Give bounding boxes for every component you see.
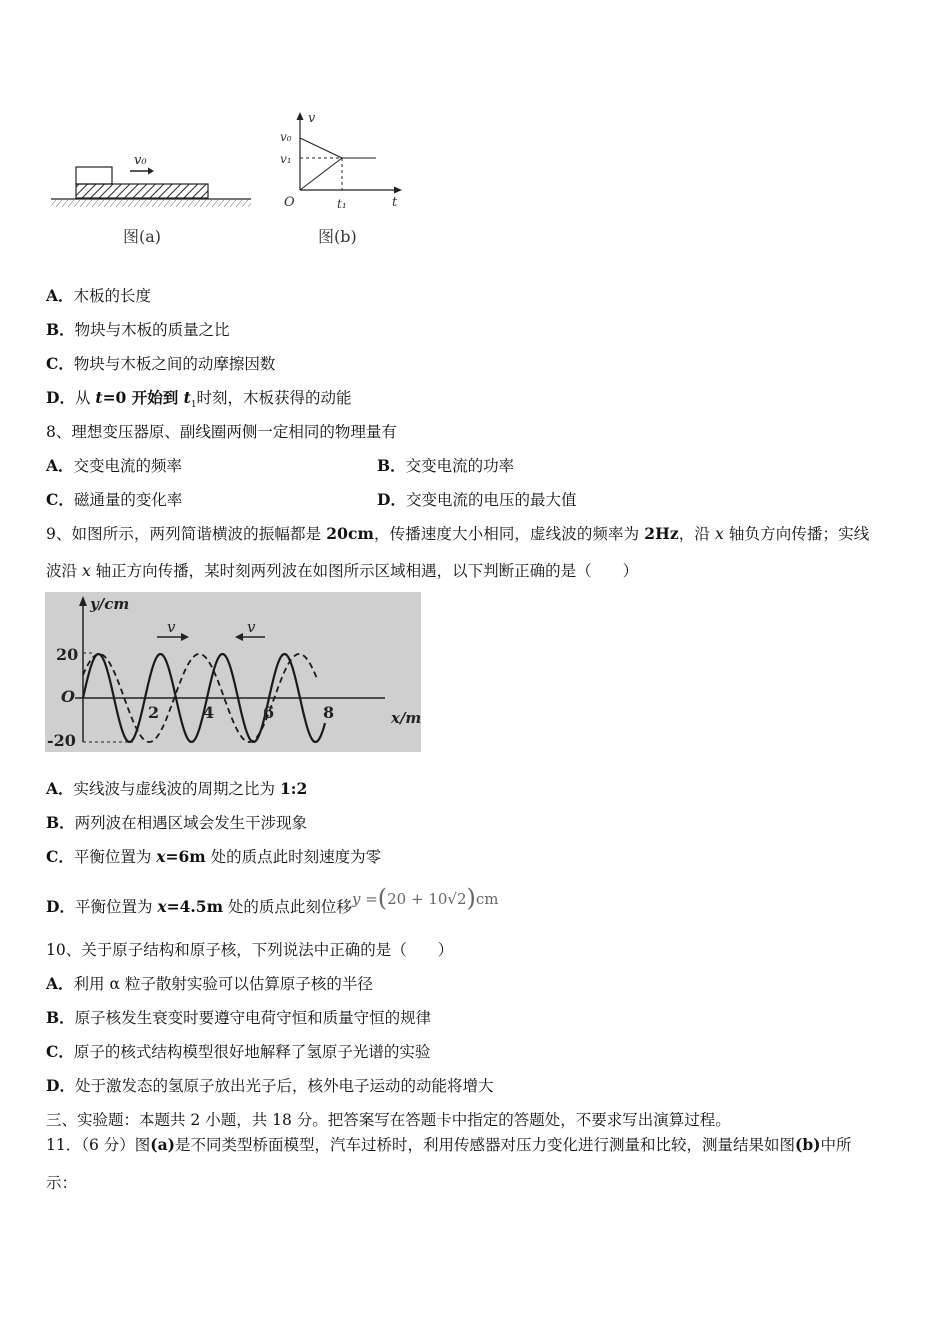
vt-graph xyxy=(272,108,412,218)
ground xyxy=(51,200,251,207)
q7-option-a: A．木板的长度 xyxy=(46,286,152,305)
x-tick-2: 2 xyxy=(148,703,160,722)
block xyxy=(76,167,112,184)
graph-origin: O xyxy=(61,687,75,706)
x-tick-8: 8 xyxy=(323,703,335,722)
q9-option-a: A．实线波与虚线波的周期之比为 1:2 xyxy=(46,779,308,798)
y-tick-neg20: -20 xyxy=(47,731,76,750)
q8-option-a: A．交变电流的频率 xyxy=(46,456,183,475)
q9-option-d: D．平衡位置为 x=4.5m 处的质点此刻位移y =(20 + 10√2)cm xyxy=(46,884,499,916)
q9-option-c: C．平衡位置为 x=6m 处的质点此时刻速度为零 xyxy=(46,847,382,866)
q9-stem-line1: 9、如图所示，两列简谐横波的振幅都是 20cm，传播速度大小相同，虚线波的频率为 2Hz，沿 x 轴负方向传播；实线 xyxy=(46,524,870,543)
board-velocity-line xyxy=(300,138,342,158)
v-label-right: v xyxy=(247,618,256,636)
section-3-heading: 三、实验题：本题共 2 小题，共 18 分。把答案写在答题卡中指定的答题处，不要求写出演算过程。 xyxy=(46,1111,731,1129)
block-board-diagram xyxy=(46,140,256,215)
figure-b-caption: 图(b) xyxy=(318,227,357,246)
x-tick-6: 6 xyxy=(263,703,275,722)
origin-label: O xyxy=(284,195,295,210)
q11-stem-line1: 11．（6 分）图(a)是不同类型桥面模型，汽车过桥时，利用传感器对压力变化进行测量和比较，测量结果如图(b)中所 xyxy=(46,1135,852,1154)
board xyxy=(76,184,208,198)
v-axis-label: v xyxy=(308,111,316,126)
v0-tick: v₀ xyxy=(280,130,292,144)
x-tick-4: 4 xyxy=(203,703,215,722)
q8-option-d: D．交变电流的电压的最大值 xyxy=(377,490,577,509)
y-tick-20: 20 xyxy=(56,645,79,664)
q9-option-b: B．两列波在相遇区域会发生干涉现象 xyxy=(46,813,308,832)
v-label-left: v xyxy=(167,618,176,636)
figure-a-caption: 图(a) xyxy=(123,227,162,246)
q10-option-d: D．处于激发态的氢原子放出光子后，核外电子运动的动能将增大 xyxy=(46,1076,494,1095)
t-axis-label: t xyxy=(392,195,398,210)
q10-option-a: A．利用 α 粒子散射实验可以估算原子核的半径 xyxy=(46,974,373,993)
q11-stem-line2: 示： xyxy=(46,1174,78,1192)
block-velocity-line xyxy=(300,158,342,190)
q10-stem: 10、关于原子结构和原子核，下列说法中正确的是（ ） xyxy=(46,941,454,959)
q7-option-c: C．物块与木板之间的动摩擦因数 xyxy=(46,354,276,373)
figure-a xyxy=(46,140,256,250)
figure-b xyxy=(272,108,412,248)
wave-graph xyxy=(45,592,421,752)
v0-label: v₀ xyxy=(134,153,147,168)
q8-stem: 8、理想变压器原、副线圈两侧一定相同的物理量有 xyxy=(46,423,397,441)
q7-option-d: D．从 t=0 开始到 $t_1$时刻，木板获得的动能 xyxy=(46,388,352,411)
q10-option-c: C．原子的核式结构模型很好地解释了氢原子光谱的实验 xyxy=(46,1042,431,1061)
t1-tick: t₁ xyxy=(337,197,347,211)
displacement-formula: y =(20 + 10√2)cm xyxy=(351,884,499,912)
q8-option-c: C．磁通量的变化率 xyxy=(46,490,183,509)
q9-stem-line2: 波沿 x 轴正方向传播，某时刻两列波在如图所示区域相遇，以下判断正确的是（ ） xyxy=(46,562,639,580)
y-axis-label: y/cm xyxy=(90,595,130,613)
q8-option-b: B．交变电流的功率 xyxy=(377,456,515,475)
v1-tick: v₁ xyxy=(280,152,292,166)
x-axis-label: x/m xyxy=(391,709,421,727)
wave-figure xyxy=(45,592,421,752)
q7-option-b: B．物块与木板的质量之比 xyxy=(46,320,230,339)
q10-option-b: B．原子核发生衰变时要遵守电荷守恒和质量守恒的规律 xyxy=(46,1008,432,1027)
